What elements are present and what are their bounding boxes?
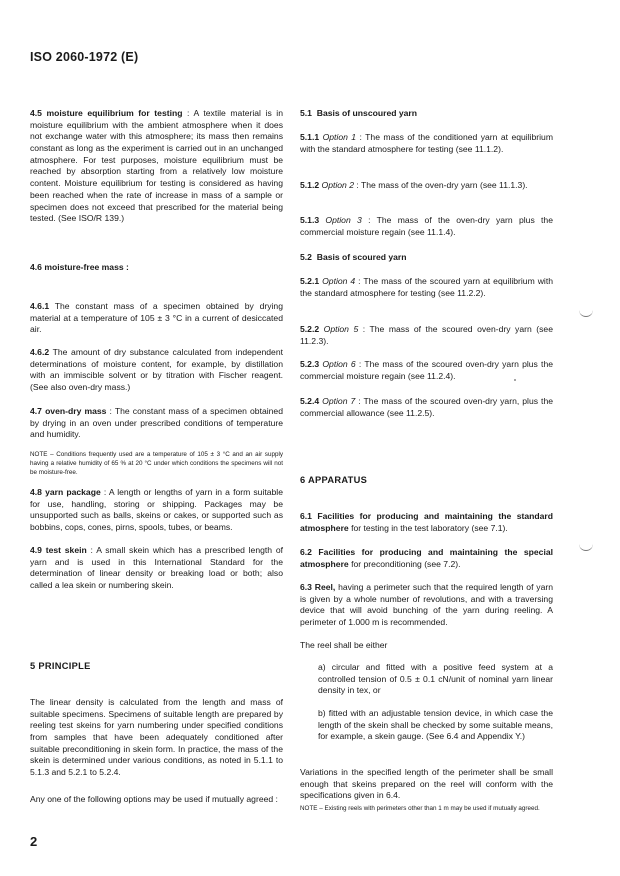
clause-5-2-2: 5.2.2 Option 5 : The mass of the scoured oven-dry yarn (see 11.2.3).: [300, 324, 553, 346]
clause-4-6-1: 4.6.1 The constant mass of a specimen obtained by drying material at a temperature of 105 ± 3 °C in a current of desiccated air.: [30, 301, 283, 335]
section-5-paragraph: The linear density is calculated from the length and mass of suitable specimens. Specimens of suitable length are prepared by reeling test skeins for yarn numbering under specified conditions from samples that have been adequately conditioned after suitable preconditioning in skein form. In practice, the mass of the skein is determined under various conditions, as noted in 5.1.1 to 5.1.3 and 5.2.1 to 5.2.4.: [30, 697, 283, 778]
section-5-options-intro: Any one of the following options may be used if mutually agreed :: [30, 794, 278, 804]
clause-4-6-heading: 4.6 moisture-free mass :: [30, 262, 129, 272]
section-5-title: 5 PRINCIPLE: [30, 661, 91, 671]
margin-mark: [579, 544, 593, 551]
clause-5-1-3: 5.1.3 Option 3 : The mass of the oven-dry yarn plus the commercial moisture regain (see 11.1.4).: [300, 215, 553, 237]
clause-5-2-4: 5.2.4 Option 7 : The mass of the scoured oven-dry yarn, plus the commercial allowance (see 11.2.5).: [300, 396, 553, 418]
clause-4-5: 4.5 moisture equilibrium for testing : A textile material is in moisture equilibrium with the ambient atmosphere when it does not exchange water with this atmosphere; its mass then remains constant as long as the experiment is carried out in an unchanged atmosphere. For test purposes, moisture equilibrium must be reached by absorption starting from a relatively low moisture content. Moisture equilibrium for testing is considered as having been reached when the rate of increase in mass of a sample or specimen does not exceed that prescribed for the material being tested. (See ISO/R 139.): [30, 108, 283, 224]
variations-paragraph: Variations in the specified length of the perimeter shall be small enough that skeins prepared on the reel will conform with the specifications given in 6.4.: [300, 767, 553, 801]
clause-5-1-heading: 5.1 Basis of unscoured yarn: [300, 108, 418, 118]
reel-intro: The reel shall be either: [300, 640, 388, 650]
section-6-title: 6 APPARATUS: [300, 475, 368, 485]
clause-6-2: 6.2 Facilities for producing and maintaining the special atmosphere for preconditioning (see 7.2).: [300, 547, 553, 569]
reel-option-b: b) fitted with an adjustable tension device, in which case the length of the skein shall be checked by some suitable means, for example, a skein gauge. (See 6.4 and Appendix Y.): [318, 708, 553, 742]
clause-5-1-1: 5.1.1 Option 1 : The mass of the conditioned yarn at equilibrium with the standard atmosphere for testing (see 11.1.2).: [300, 132, 553, 154]
clause-4-6-2: 4.6.2 The amount of dry substance calculated from independent determinations of moisture content, for example, by distillation with an immiscible solvent or by titration with Fischer reagent. (See also oven-dry mass.): [30, 347, 283, 393]
scan-dot: [514, 379, 516, 381]
clause-4-8: 4.8 yarn package : A length or lengths of yarn in a form suitable for use, handling, storing or shipping. Packages may be unsupported such as balls, skeins or cakes, or supported such as bobbins, cops, cones, pirns, spools, tubes, or beams.: [30, 487, 283, 533]
clause-6-1: 6.1 Facilities for producing and maintaining the standard atmosphere for testing in the test laboratory (see 7.1).: [300, 511, 553, 533]
reel-option-a: a) circular and fitted with a positive feed system at a controlled tension of 0.5 ± 0.1 cN/unit of nominal yarn linear density in tex, or: [318, 662, 553, 696]
clause-5-2-3: 5.2.3 Option 6 : The mass of the scoured oven-dry yarn plus the commercial moisture regain (see 11.2.4).: [300, 359, 554, 381]
page-number: 2: [30, 834, 38, 849]
margin-mark: [579, 310, 593, 317]
clause-5-2-1: 5.2.1 Option 4 : The mass of the scoured yarn at equilibrium with the standard atmosphere for testing (see 11.2.2).: [300, 276, 553, 298]
clause-4-7: 4.7 oven-dry mass : The constant mass of a specimen obtained by drying in an oven under prescribed conditions of temperature and humidity.: [30, 406, 283, 440]
note-4-7: NOTE – Conditions frequently used are a temperature of 105 ± 3 °C and an air supply having a relative humidity of 65 % at 20 °C under which conditions the specimens will not be moisture-free.: [30, 451, 283, 476]
page-header: ISO 2060-1972 (E): [30, 50, 139, 64]
note-6-3: NOTE – Existing reels with perimeters other than 1 m may be used if mutually agreed.: [300, 805, 540, 812]
clause-5-1-2: 5.1.2 Option 2 : The mass of the oven-dry yarn (see 11.1.3).: [300, 180, 528, 190]
clause-6-3: 6.3 Reel, having a perimeter such that the required length of yarn is given by a whole number of revolutions, and with a traversing device that will avoid bunching of the yarn during reeling. A perimeter of 1.000 m is recommended.: [300, 582, 553, 628]
clause-4-9: 4.9 test skein : A small skein which has a prescribed length of yarn and is used in this International Standard for the determination of linear density or breaking load or both; also called a lea skein or numbering skein.: [30, 545, 283, 591]
clause-5-2-heading: 5.2 Basis of scoured yarn: [300, 252, 407, 262]
